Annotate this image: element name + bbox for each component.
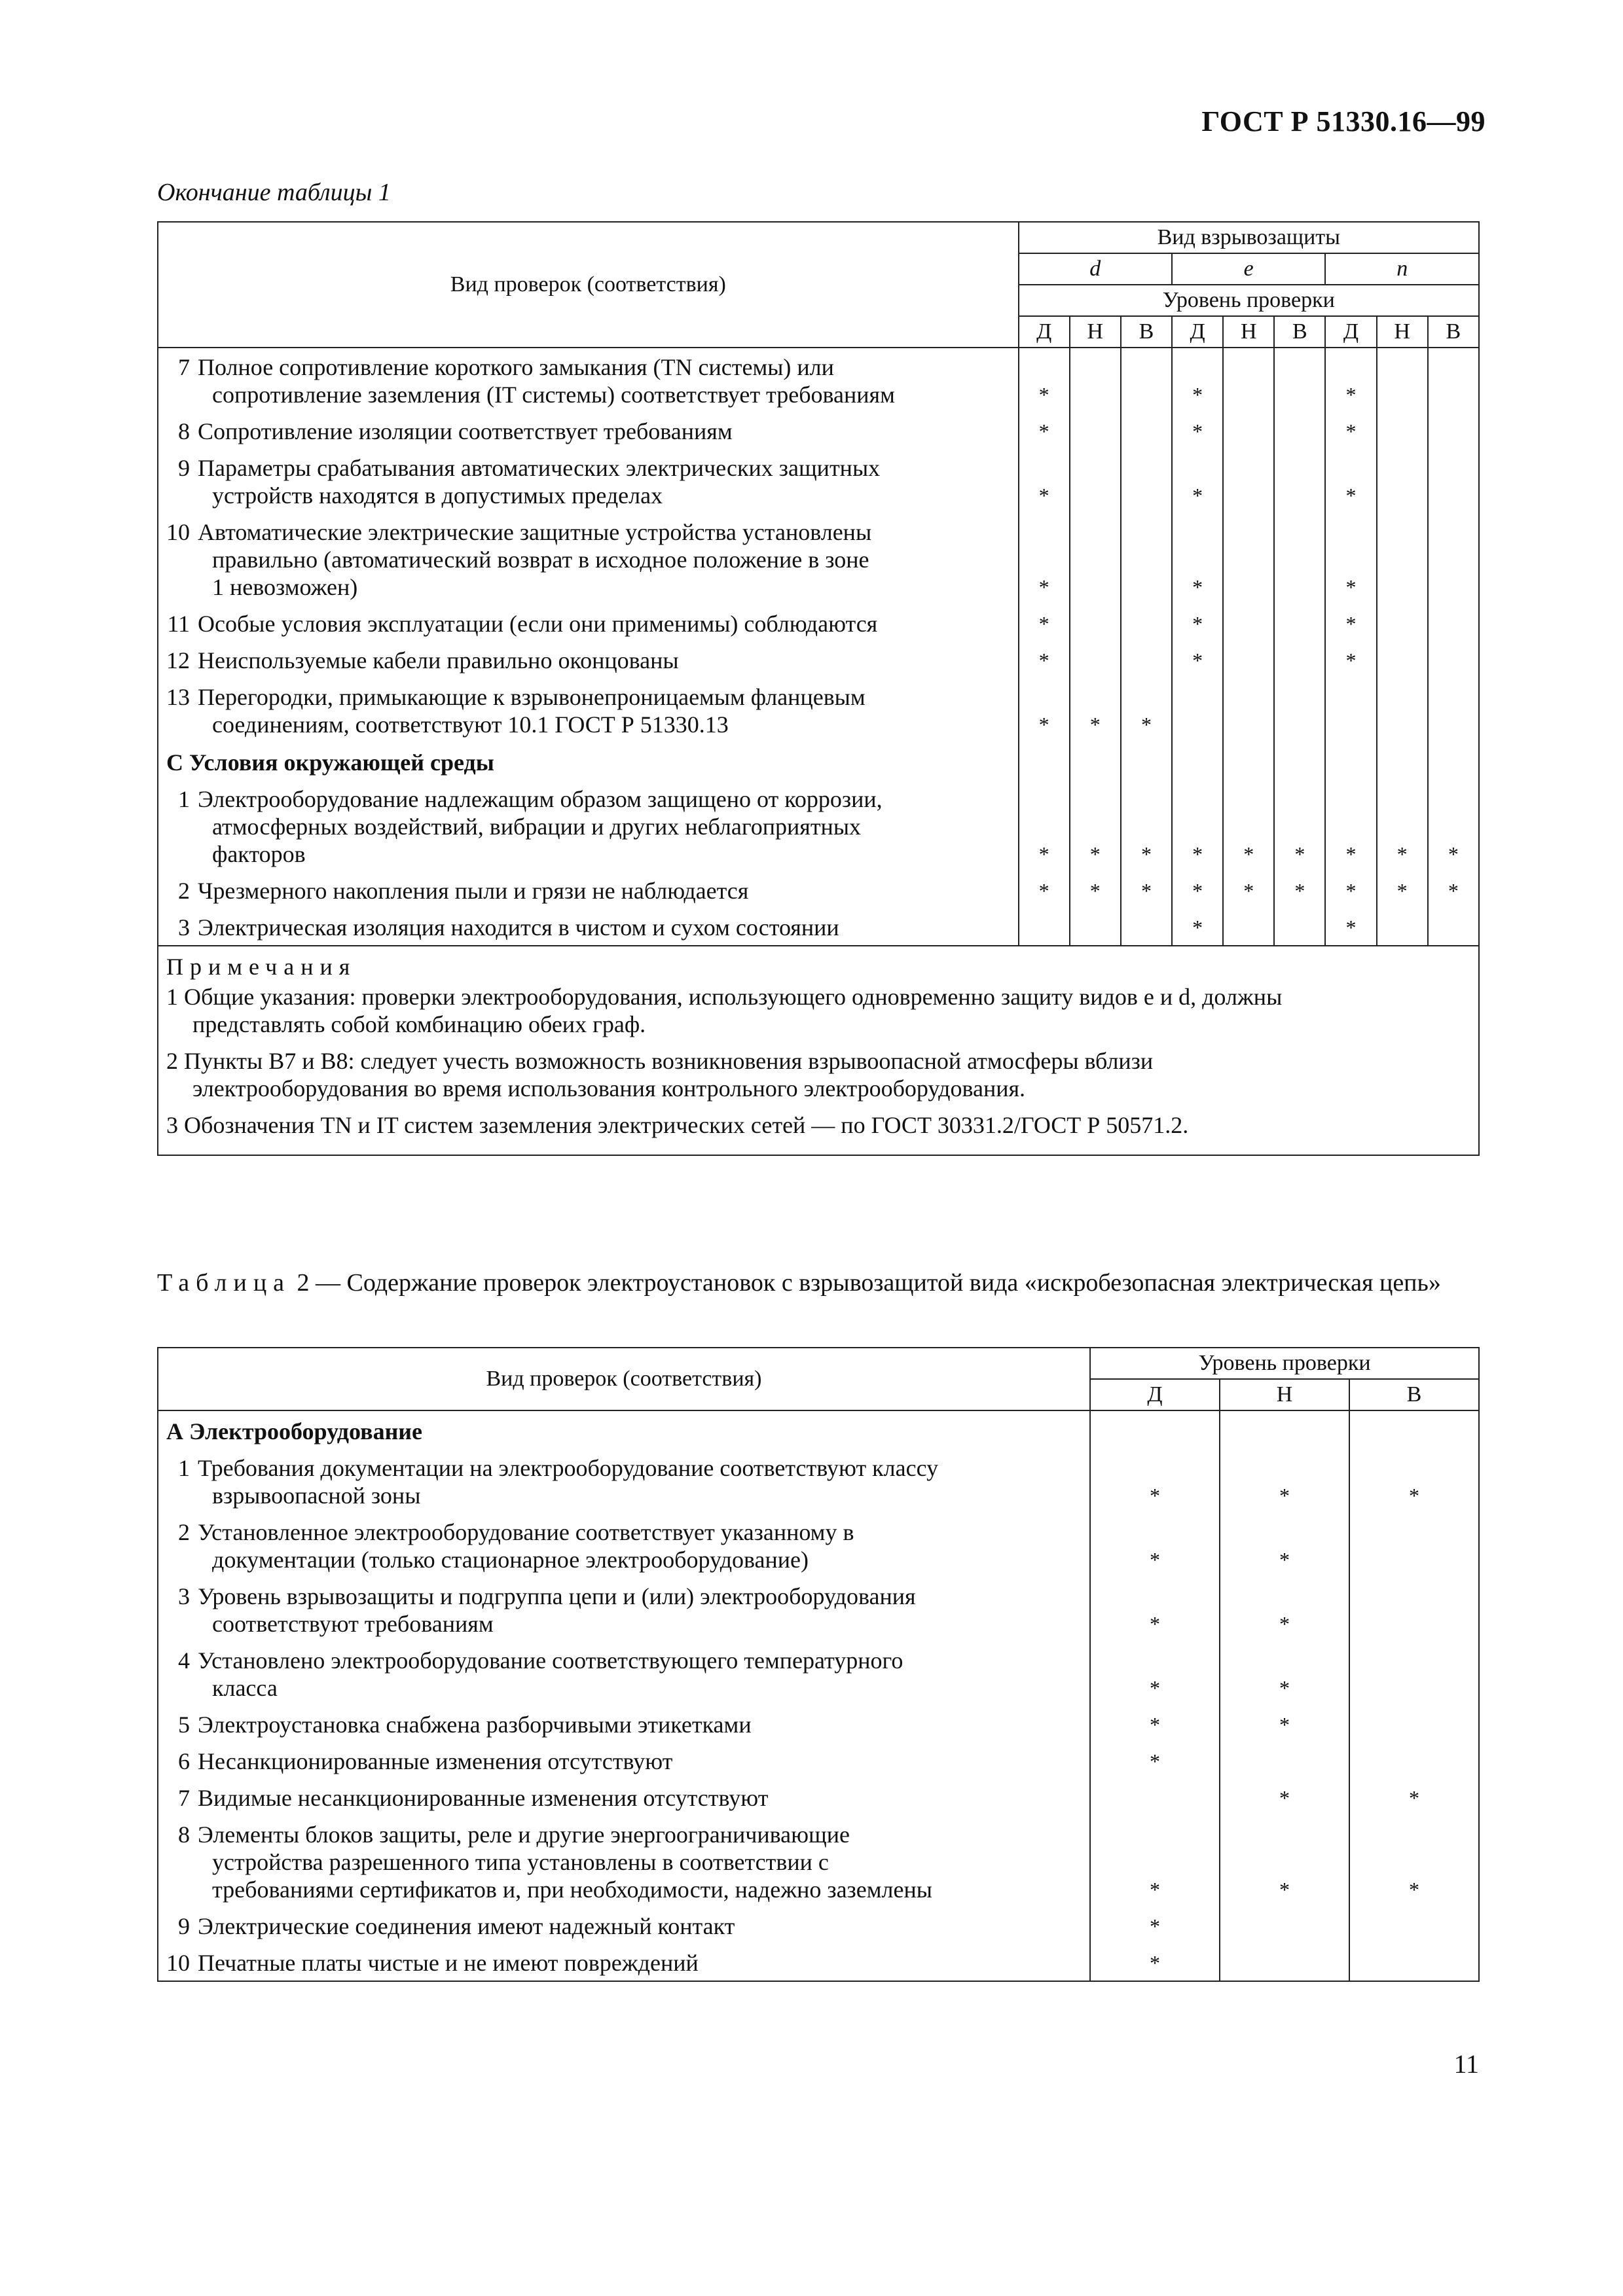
- check-mark: [1121, 449, 1172, 513]
- check-mark: *: [1325, 348, 1376, 412]
- row-text-line: Печатные платы чистые и не имеют повреждений: [198, 1950, 699, 1976]
- note-text: Пункты В7 и В8: следует учесть возможность возникновения взрывоопасной атмосферы вблизи: [184, 1048, 1154, 1074]
- table2-col-header: Вид проверок (соответствия): [158, 1348, 1090, 1410]
- row-text-line: Электрические соединения имеют надежный контакт: [198, 1913, 735, 1939]
- row-description: [158, 412, 1019, 449]
- table1-protection-header: Вид взрывозащиты: [1019, 222, 1479, 253]
- row-number: 8: [178, 1821, 190, 1848]
- check-mark: [1377, 412, 1428, 449]
- check-mark: [1172, 678, 1223, 742]
- level-label: Д: [1325, 316, 1376, 348]
- check-mark: *: [1223, 872, 1274, 908]
- table-row: [158, 605, 1479, 641]
- table1: [157, 221, 1480, 1156]
- check-mark: *: [1019, 513, 1070, 605]
- row-text-line: требованиями сертификатов и, при необходимости, надежно заземлены: [212, 1876, 932, 1903]
- level-label: В: [1121, 316, 1172, 348]
- level-label: Н: [1220, 1379, 1349, 1410]
- row-text-line: Установлено электрооборудование соответствующего температурного: [198, 1647, 903, 1674]
- row-text-line: Чрезмерного накопления пыли и грязи не наблюдается: [198, 878, 749, 904]
- check-mark: *: [1019, 872, 1070, 908]
- check-mark: *: [1090, 1641, 1220, 1706]
- row-number: 13: [166, 684, 190, 710]
- row-text-line: сопротивление заземления (IT системы) соответствует требованиям: [212, 382, 895, 408]
- check-mark: [1223, 605, 1274, 641]
- table-row: [158, 1779, 1479, 1816]
- check-mark: *: [1090, 1816, 1220, 1907]
- row-text: [166, 1748, 672, 1774]
- check-mark: [1428, 678, 1479, 742]
- check-mark: [1121, 348, 1172, 412]
- table-row: [158, 1577, 1479, 1641]
- note-item: [166, 1047, 1469, 1102]
- table-row: [158, 678, 1479, 742]
- level-label: В: [1428, 316, 1479, 348]
- row-description: [158, 605, 1019, 641]
- row-text-line: взрывоопасной зоны: [212, 1482, 421, 1509]
- check-mark: *: [1325, 449, 1376, 513]
- check-mark: [1377, 678, 1428, 742]
- check-mark: *: [1070, 780, 1121, 872]
- check-mark: [1070, 449, 1121, 513]
- row-text: [166, 684, 866, 710]
- level-label: В: [1274, 316, 1325, 348]
- level-label: В: [1349, 1379, 1479, 1410]
- check-mark: *: [1220, 1641, 1349, 1706]
- check-mark: *: [1019, 641, 1070, 678]
- check-mark: [1274, 348, 1325, 412]
- row-number: 9: [178, 1913, 190, 1939]
- check-mark: *: [1325, 513, 1376, 605]
- check-mark: [1220, 1907, 1349, 1944]
- check-mark: [1349, 1706, 1479, 1742]
- check-mark: [1428, 449, 1479, 513]
- table1-level-header: Уровень проверки: [1019, 285, 1479, 316]
- table-row: [158, 513, 1479, 605]
- check-mark: *: [1019, 678, 1070, 742]
- empty-cell: [1121, 742, 1172, 780]
- row-description: [158, 1706, 1090, 1742]
- empty-cell: [1019, 742, 1070, 780]
- row-number: 10: [166, 1950, 190, 1976]
- check-mark: *: [1220, 1816, 1349, 1907]
- check-mark: [1377, 449, 1428, 513]
- row-text-line: Требования документации на электрооборудование соответствуют классу: [198, 1455, 939, 1481]
- check-mark: [1349, 1944, 1479, 1981]
- row-description: [158, 780, 1019, 872]
- row-text: [166, 418, 733, 444]
- row-text-line: Уровень взрывозащиты и подгруппа цепи и (или) электрооборудования: [198, 1583, 916, 1609]
- check-mark: *: [1172, 449, 1223, 513]
- check-mark: *: [1121, 678, 1172, 742]
- level-label: Н: [1377, 316, 1428, 348]
- row-description: [158, 641, 1019, 678]
- row-text-line: Сопротивление изоляции соответствует требованиям: [198, 418, 733, 444]
- note-text: Общие указания: проверки электрооборудования, использующего одновременно защиту видов e и d, должны: [184, 984, 1283, 1010]
- table2-caption-text: 2 — Содержание проверок электроустановок с взрывозащитой вида «искробезопасная электрическая цепь»: [297, 1269, 1441, 1297]
- row-description: [158, 1907, 1090, 1944]
- row-text: [166, 1583, 916, 1609]
- row-description: [158, 1513, 1090, 1577]
- check-mark: [1121, 605, 1172, 641]
- row-number: 8: [178, 418, 190, 444]
- check-mark: [1428, 348, 1479, 412]
- check-mark: *: [1172, 348, 1223, 412]
- empty-cell: [1325, 742, 1376, 780]
- empty-cell: [1349, 1410, 1479, 1449]
- level-label: Н: [1070, 316, 1121, 348]
- row-number: 2: [178, 878, 190, 904]
- row-number: 6: [178, 1748, 190, 1774]
- notes-cell: [158, 946, 1479, 1155]
- check-mark: [1019, 908, 1070, 946]
- check-mark: *: [1220, 1706, 1349, 1742]
- section-title: С Условия окружающей среды: [158, 742, 1019, 780]
- check-mark: [1220, 1742, 1349, 1779]
- row-text-line: правильно (автоматический возврат в исходное положение в зоне: [212, 547, 869, 573]
- row-description: [158, 872, 1019, 908]
- check-mark: [1121, 908, 1172, 946]
- row-description: [158, 678, 1019, 742]
- row-text-line: Электрооборудование надлежащим образом защищено от коррозии,: [198, 786, 883, 812]
- row-description: [158, 1742, 1090, 1779]
- check-mark: *: [1325, 872, 1376, 908]
- note-number: 1: [166, 984, 178, 1010]
- row-description: [158, 1449, 1090, 1513]
- row-text: [166, 1519, 854, 1545]
- check-mark: *: [1172, 780, 1223, 872]
- section-row: [158, 1410, 1479, 1449]
- row-text-line: устройства разрешенного типа установлены в соответствии с: [212, 1849, 829, 1875]
- check-mark: [1349, 1907, 1479, 1944]
- check-mark: [1377, 605, 1428, 641]
- table1-col-header: Вид проверок (соответствия): [158, 222, 1019, 348]
- empty-cell: [1220, 1410, 1349, 1449]
- table-row: [158, 1816, 1479, 1907]
- check-mark: [1428, 513, 1479, 605]
- check-mark: *: [1325, 605, 1376, 641]
- row-number: 2: [178, 1519, 190, 1545]
- table2: [157, 1347, 1480, 1982]
- row-description: [158, 1577, 1090, 1641]
- table-row: [158, 1944, 1479, 1981]
- check-mark: *: [1090, 1742, 1220, 1779]
- level-label: Н: [1223, 316, 1274, 348]
- check-mark: [1121, 641, 1172, 678]
- row-text-line: Полное сопротивление короткого замыкания (TN системы) или: [198, 354, 834, 380]
- check-mark: *: [1377, 780, 1428, 872]
- note-item: [166, 983, 1469, 1038]
- check-mark: [1121, 412, 1172, 449]
- row-text: [166, 611, 877, 637]
- empty-cell: [1223, 742, 1274, 780]
- row-text: [166, 647, 679, 673]
- row-text: [166, 1950, 699, 1976]
- notes-row: [158, 946, 1479, 1155]
- level-label: Д: [1090, 1379, 1220, 1410]
- check-mark: *: [1019, 605, 1070, 641]
- check-mark: *: [1172, 641, 1223, 678]
- row-text: [166, 786, 883, 812]
- table-row: [158, 641, 1479, 678]
- row-text-line: Элементы блоков защиты, реле и другие энергоограничивающие: [198, 1821, 850, 1848]
- protection-type-d: d: [1019, 253, 1172, 285]
- check-mark: *: [1377, 872, 1428, 908]
- check-mark: [1223, 678, 1274, 742]
- check-mark: *: [1121, 872, 1172, 908]
- table-row: [158, 908, 1479, 946]
- check-mark: [1274, 678, 1325, 742]
- check-mark: *: [1090, 1513, 1220, 1577]
- check-mark: [1070, 412, 1121, 449]
- section-title: А Электрооборудование: [158, 1410, 1090, 1449]
- row-number: 12: [166, 647, 190, 673]
- check-mark: *: [1220, 1577, 1349, 1641]
- table-row: [158, 1907, 1479, 1944]
- check-mark: [1274, 513, 1325, 605]
- check-mark: *: [1090, 1449, 1220, 1513]
- check-mark: [1325, 678, 1376, 742]
- row-text-line: факторов: [212, 841, 306, 867]
- table-row: [158, 1513, 1479, 1577]
- check-mark: [1349, 1577, 1479, 1641]
- row-text-line: 1 невозможен): [212, 574, 358, 600]
- check-mark: [1223, 641, 1274, 678]
- level-label: Д: [1019, 316, 1070, 348]
- table-row: [158, 412, 1479, 449]
- row-number: 3: [178, 914, 190, 941]
- table-row: [158, 872, 1479, 908]
- check-mark: [1220, 1944, 1349, 1981]
- check-mark: *: [1070, 678, 1121, 742]
- row-number: 10: [166, 519, 190, 545]
- table-row: [158, 1449, 1479, 1513]
- check-mark: *: [1349, 1449, 1479, 1513]
- check-mark: *: [1220, 1449, 1349, 1513]
- row-number: 7: [178, 354, 190, 380]
- notes-title: Примечания: [166, 954, 357, 980]
- row-text: [166, 914, 839, 941]
- note-number: 3: [166, 1112, 178, 1138]
- check-mark: *: [1172, 513, 1223, 605]
- row-number: 11: [167, 611, 190, 637]
- check-mark: [1223, 513, 1274, 605]
- table1-continuation-caption: Окончание таблицы 1: [157, 179, 391, 206]
- check-mark: [1121, 513, 1172, 605]
- row-description: [158, 1779, 1090, 1816]
- empty-cell: [1090, 1410, 1220, 1449]
- check-mark: *: [1349, 1816, 1479, 1907]
- note-text: электрооборудования во время использования контрольного электрооборудования.: [192, 1075, 1026, 1102]
- check-mark: *: [1428, 780, 1479, 872]
- table-row: [158, 1706, 1479, 1742]
- check-mark: [1070, 513, 1121, 605]
- check-mark: *: [1223, 780, 1274, 872]
- check-mark: [1428, 412, 1479, 449]
- check-mark: [1377, 513, 1428, 605]
- row-text-line: Электрическая изоляция находится в чистом и сухом состоянии: [198, 914, 839, 941]
- row-text: [166, 1455, 938, 1481]
- check-mark: [1070, 605, 1121, 641]
- check-mark: [1274, 412, 1325, 449]
- check-mark: *: [1019, 449, 1070, 513]
- row-number: 4: [178, 1647, 190, 1674]
- check-mark: [1274, 605, 1325, 641]
- row-text-line: Несанкционированные изменения отсутствуют: [198, 1748, 673, 1774]
- row-text: [166, 878, 748, 904]
- row-text-line: соединениям, соответствуют 10.1 ГОСТ Р 51330.13: [212, 711, 729, 738]
- check-mark: [1070, 908, 1121, 946]
- row-text: [166, 1913, 735, 1939]
- check-mark: [1070, 641, 1121, 678]
- check-mark: [1377, 641, 1428, 678]
- check-mark: *: [1090, 1706, 1220, 1742]
- check-mark: [1223, 412, 1274, 449]
- check-mark: *: [1220, 1779, 1349, 1816]
- check-mark: [1428, 605, 1479, 641]
- table2-caption-label: Таблица: [157, 1269, 291, 1297]
- row-text-line: Электроустановка снабжена разборчивыми этикетками: [198, 1712, 752, 1738]
- check-mark: [1274, 449, 1325, 513]
- check-mark: *: [1121, 780, 1172, 872]
- check-mark: *: [1325, 641, 1376, 678]
- row-text-line: Неиспользуемые кабели правильно оконцованы: [198, 647, 679, 673]
- row-description: [158, 908, 1019, 946]
- check-mark: [1090, 1779, 1220, 1816]
- document-id: ГОСТ Р 51330.16—99: [1201, 105, 1486, 137]
- check-mark: *: [1325, 412, 1376, 449]
- level-label: Д: [1172, 316, 1223, 348]
- page-number: 11: [1453, 2049, 1479, 2079]
- row-text-line: Видимые несанкционированные изменения отсутствуют: [198, 1785, 769, 1811]
- row-text-line: устройств находятся в допустимых пределах: [212, 482, 663, 509]
- check-mark: [1070, 348, 1121, 412]
- row-description: [158, 1944, 1090, 1981]
- check-mark: *: [1349, 1779, 1479, 1816]
- row-text: [166, 1647, 903, 1674]
- row-text-line: соответствуют требованиям: [212, 1611, 494, 1637]
- row-text: [166, 1785, 768, 1811]
- row-number: 1: [178, 1455, 190, 1481]
- row-text-line: Особые условия эксплуатации (если они применимы) соблюдаются: [198, 611, 878, 637]
- row-text: [166, 1821, 850, 1848]
- section-row: [158, 742, 1479, 780]
- row-number: 1: [178, 786, 190, 812]
- check-mark: [1349, 1513, 1479, 1577]
- check-mark: *: [1428, 872, 1479, 908]
- check-mark: [1223, 449, 1274, 513]
- note-text: Обозначения TN и IT систем заземления электрических сетей — по ГОСТ 30331.2/ГОСТ Р 50571.2.: [184, 1112, 1189, 1138]
- row-number: 9: [178, 455, 190, 481]
- row-text-line: Параметры срабатывания автоматических электрических защитных: [198, 455, 881, 481]
- check-mark: [1349, 1742, 1479, 1779]
- row-number: 7: [178, 1785, 190, 1811]
- table2-level-header: Уровень проверки: [1090, 1348, 1479, 1379]
- check-mark: [1377, 908, 1428, 946]
- check-mark: *: [1172, 872, 1223, 908]
- row-description: [158, 513, 1019, 605]
- row-number: 5: [178, 1712, 190, 1738]
- check-mark: *: [1325, 908, 1376, 946]
- row-text-line: Автоматические электрические защитные устройства установлены: [198, 519, 872, 545]
- row-text: [166, 1712, 752, 1738]
- check-mark: [1223, 908, 1274, 946]
- check-mark: *: [1325, 780, 1376, 872]
- empty-cell: [1377, 742, 1428, 780]
- row-text: [166, 455, 880, 481]
- row-description: [158, 449, 1019, 513]
- row-text-line: атмосферных воздействий, вибрации и других неблагоприятных: [212, 814, 862, 840]
- check-mark: *: [1274, 872, 1325, 908]
- check-mark: *: [1019, 780, 1070, 872]
- check-mark: [1223, 348, 1274, 412]
- check-mark: [1428, 641, 1479, 678]
- check-mark: *: [1019, 348, 1070, 412]
- row-text: [166, 519, 871, 545]
- empty-cell: [1428, 742, 1479, 780]
- row-text-line: документации (только стационарное электрооборудование): [212, 1547, 809, 1573]
- check-mark: *: [1070, 872, 1121, 908]
- check-mark: [1274, 908, 1325, 946]
- check-mark: *: [1172, 605, 1223, 641]
- empty-cell: [1070, 742, 1121, 780]
- empty-cell: [1172, 742, 1223, 780]
- row-number: 3: [178, 1583, 190, 1609]
- check-mark: *: [1172, 412, 1223, 449]
- row-text: [166, 354, 834, 380]
- row-text-line: класса: [212, 1675, 278, 1701]
- note-item: [166, 1111, 1469, 1139]
- row-description: [158, 1816, 1090, 1907]
- empty-cell: [1274, 742, 1325, 780]
- check-mark: *: [1090, 1944, 1220, 1981]
- row-text-line: Установленное электрооборудование соответствует указанному в: [198, 1519, 854, 1545]
- table-row: [158, 1641, 1479, 1706]
- check-mark: *: [1220, 1513, 1349, 1577]
- table-row: [158, 449, 1479, 513]
- check-mark: *: [1019, 412, 1070, 449]
- table-row: [158, 1742, 1479, 1779]
- protection-type-e: e: [1172, 253, 1325, 285]
- protection-type-n: n: [1325, 253, 1479, 285]
- table2-caption: [157, 1268, 1480, 1297]
- check-mark: *: [1274, 780, 1325, 872]
- check-mark: [1349, 1641, 1479, 1706]
- check-mark: [1377, 348, 1428, 412]
- check-mark: *: [1090, 1907, 1220, 1944]
- row-description: [158, 348, 1019, 412]
- row-text-line: Перегородки, примыкающие к взрывонепроницаемым фланцевым: [198, 684, 866, 710]
- note-number: 2: [166, 1048, 178, 1074]
- note-text: представлять собой комбинацию обеих граф.: [192, 1011, 646, 1037]
- check-mark: *: [1090, 1577, 1220, 1641]
- table-row: [158, 348, 1479, 412]
- table-row: [158, 780, 1479, 872]
- check-mark: *: [1172, 908, 1223, 946]
- check-mark: [1428, 908, 1479, 946]
- row-description: [158, 1641, 1090, 1706]
- check-mark: [1274, 641, 1325, 678]
